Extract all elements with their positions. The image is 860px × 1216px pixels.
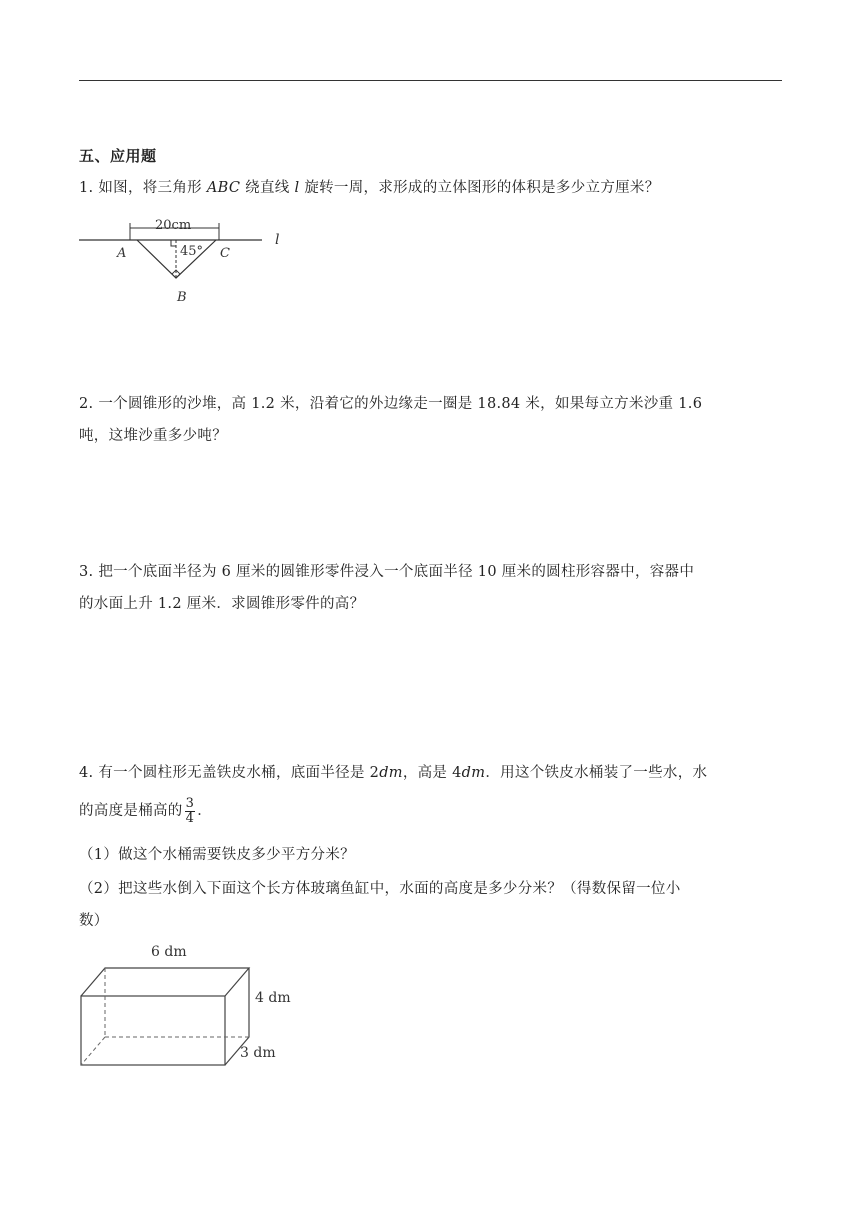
triangle-figure: [79, 212, 294, 312]
question-1: [79, 172, 782, 204]
length-label-6dm: 6 dm: [151, 944, 187, 960]
q4-sub-1: （1）做这个水桶需要铁皮多少平方分米？: [79, 847, 355, 863]
question-2: [79, 388, 782, 452]
cuboid-front-face: [81, 996, 225, 1065]
q4-line-1: [79, 757, 782, 789]
length-label: 20cm: [155, 218, 192, 233]
q2-line-2: 吨，这堆沙重多少吨？: [79, 428, 227, 444]
q2-line-1: 2. 一个圆锥形的沙堆，高 1.2 米，沿着它的外边缘走一圈是 18.84 米，如果每立方米沙重 1.6: [79, 396, 703, 412]
q4-sub-2: [79, 873, 782, 937]
fraction-denominator: 4: [185, 810, 195, 826]
fraction: [185, 797, 196, 826]
q3-line-2: 的水面上升 1.2 厘米．求圆锥形零件的高？: [79, 596, 365, 612]
width-label-3dm: 3 dm: [240, 1045, 276, 1061]
q1-triangle-name: ABC: [206, 180, 241, 196]
vertex-a-label: A: [117, 246, 127, 261]
cuboid-top-face: [81, 968, 249, 996]
q4-unit-1: dm: [379, 765, 403, 781]
header-rule: [79, 80, 782, 81]
question-4: [79, 757, 782, 833]
q4-text-post: ．用这个铁皮水桶装了一些水，水: [485, 765, 708, 781]
line-l-label: l: [275, 232, 280, 248]
angle-label: 45°: [180, 244, 204, 259]
vertex-b-label: B: [177, 290, 187, 305]
q3-line-1: 3. 把一个底面半径为 6 厘米的圆锥形零件浸入一个底面半径 10 厘米的圆柱形容器中，容器中: [79, 564, 695, 580]
q4-text-mid: ，高是 4: [402, 765, 462, 781]
q4-text-pre: 4. 有一个圆柱形无盖铁皮水桶，底面半径是 2: [79, 765, 380, 781]
q1-text-pre: 1. 如图，将三角形: [79, 180, 207, 196]
vertex-c-label: C: [220, 246, 230, 261]
height-label-4dm: 4 dm: [255, 990, 291, 1006]
q4-line2-post: ．: [197, 803, 212, 819]
section-heading: 五、应用题: [79, 147, 157, 165]
q4-sub2-line-2: 数）: [79, 913, 109, 929]
q1-text-post: 旋转一周，求形成的立体图形的体积是多少立方厘米？: [299, 180, 660, 196]
q4-sub2-line-1: （2）把这些水倒入下面这个长方体玻璃鱼缸中，水面的高度是多少分米？（得数保留一位小: [79, 881, 681, 897]
fraction-numerator: 3: [185, 795, 195, 811]
q1-line-name: l: [294, 180, 300, 196]
q4-line-2: [79, 789, 782, 833]
q4-unit-2: dm: [461, 765, 486, 781]
hidden-edge-depth: [81, 1037, 105, 1065]
question-3: [79, 556, 782, 620]
q1-text-mid: 绕直线: [240, 180, 295, 196]
q4-line2-pre: 的高度是桶高的: [79, 803, 183, 819]
cuboid-figure: [75, 938, 315, 1073]
right-angle-mark-top: [171, 240, 176, 246]
